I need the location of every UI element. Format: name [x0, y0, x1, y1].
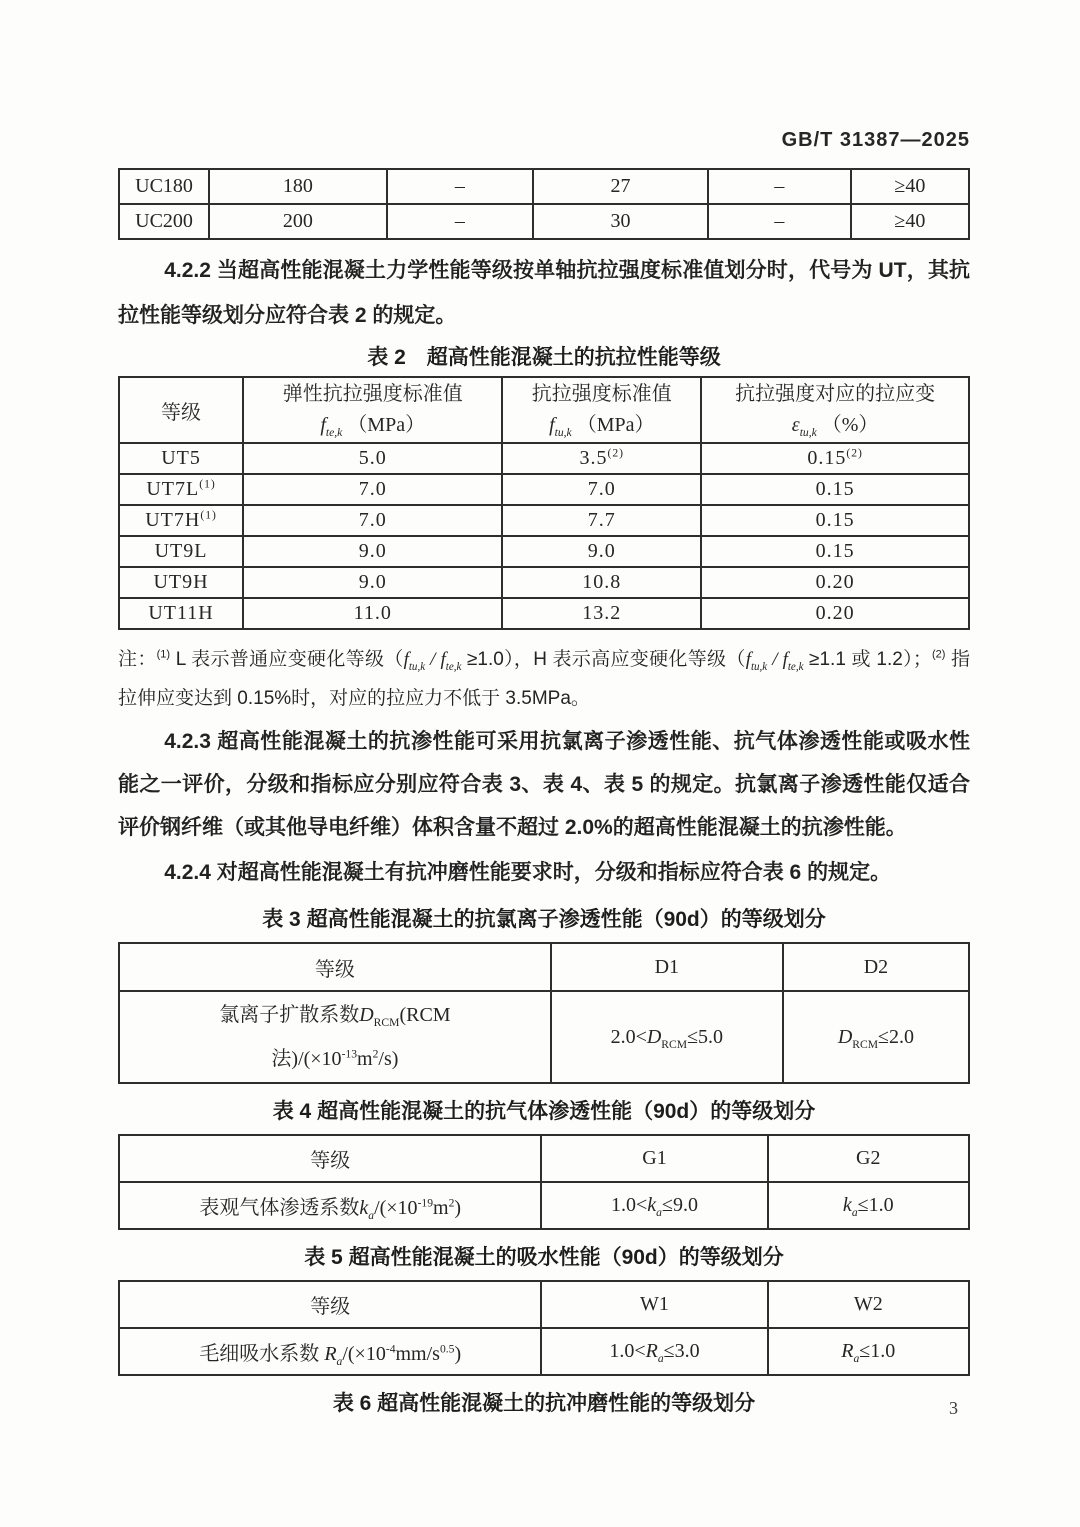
- table-cell: 13.2: [502, 598, 701, 629]
- table-header-cell: [502, 377, 701, 443]
- table-cell: 3.5$^{(2)}$: [502, 443, 701, 474]
- row-label-line-1: 氯离子扩散系数$D_{RCM}(RCM$: [219, 1004, 451, 1029]
- clause-4-2-3-text: 4.2.3 超高性能混凝土的抗渗性能可采用抗氯离子渗透性能、抗气体渗透性能或吸水性能之一评价，分级和指标应分别应符合表 3、表 4、表 5 的规定。抗氯离子渗透性能仅适合评价钢纤维（或其他导电纤维）体积含量不超过 2.0%的超高性能混凝土的抗渗性能。: [118, 730, 970, 839]
- header-line-2-formula: $f_{te,k}$ （MPa）: [320, 414, 426, 439]
- table-row: [119, 1328, 969, 1375]
- table-2: [118, 376, 970, 630]
- table-cell: $UT7L^{(1)}$: [119, 474, 243, 505]
- header-line-1: 弹性抗拉强度标准值: [282, 383, 463, 405]
- table-cell: 5.0: [243, 443, 502, 474]
- table-cell: UT9L: [119, 536, 243, 567]
- table-header-cell: 等级: [119, 377, 243, 443]
- table-5-title: 表 5 超高性能混凝土的吸水性能（90d）的等级划分: [304, 1246, 784, 1269]
- table-header-cell: D1: [551, 943, 783, 991]
- table-3: [118, 942, 970, 1084]
- table-cell: $R_a\le 1.0$: [768, 1328, 969, 1375]
- table-4-title: 表 4 超高性能混凝土的抗气体渗透性能（90d）的等级划分: [272, 1100, 816, 1123]
- table-cell: 7.0: [243, 505, 502, 536]
- table-4: [118, 1134, 970, 1230]
- header-line-2-formula: $\varepsilon_{tu,k}$ （%）: [791, 414, 879, 439]
- table-header-cell: [701, 377, 969, 443]
- table-cell: ≥40: [851, 204, 969, 239]
- header-line-1: 抗拉强度对应的拉应变: [735, 383, 936, 405]
- table-cell: 7.7: [502, 505, 701, 536]
- table-header-cell: 等级: [119, 943, 551, 991]
- doc-number: GB/T 31387—2025: [781, 129, 970, 151]
- table-cell: 7.0: [243, 474, 502, 505]
- table-row: [119, 567, 969, 598]
- table-row: [119, 536, 969, 567]
- table-cell: 9.0: [243, 536, 502, 567]
- table-cell: UT11H: [119, 598, 243, 629]
- table-2-title: 表 2 超高性能混凝土的抗拉性能等级: [367, 346, 721, 369]
- table-cell: 27: [533, 169, 708, 204]
- table-1-continuation: [118, 168, 970, 240]
- table-header-cell: W1: [541, 1281, 767, 1328]
- table-6-title: 表 6 超高性能混凝土的抗冲磨性能的等级划分: [332, 1392, 756, 1415]
- table-cell: UC180: [119, 169, 209, 204]
- table-header-cell: 等级: [119, 1281, 541, 1328]
- table-row: [119, 598, 969, 629]
- table-header-cell: 等级: [119, 1135, 541, 1182]
- page-content: [118, 0, 970, 1418]
- table-5: [118, 1280, 970, 1376]
- table-cell: 9.0: [502, 536, 701, 567]
- table-header-cell: D2: [783, 943, 969, 991]
- header-line-2-formula: $f_{tu,k}$ （MPa）: [549, 414, 655, 439]
- clause-4-2-2-text: 4.2.2 当超高性能混凝土力学性能等级按单轴抗拉强度标准值划分时，代号为 UT，其抗拉性能等级划分应符合表 2 的规定。: [118, 259, 970, 327]
- table-row: [119, 474, 969, 505]
- table-cell: $1.0<R_a\le 3.0$: [541, 1328, 767, 1375]
- table-cell: $D_{RCM}\le 2.0$: [783, 991, 969, 1083]
- table-row: [119, 204, 969, 239]
- table-header-cell: G1: [541, 1135, 767, 1182]
- table-header-row: [119, 377, 969, 443]
- table-row: [119, 991, 969, 1083]
- table-cell: UT5: [119, 443, 243, 474]
- table-header-cell: G2: [768, 1135, 969, 1182]
- header-line-1: 抗拉强度标准值: [531, 383, 672, 405]
- table-cell: 毛细吸水系数 $R_a/(\times 10^{-4}mm/s^{0.5})$: [119, 1328, 541, 1375]
- table-cell: 0.15: [701, 474, 969, 505]
- table-header-cell: W2: [768, 1281, 969, 1328]
- table-cell: 0.20: [701, 598, 969, 629]
- table-cell: $2.0<D_{RCM}\le 5.0$: [551, 991, 783, 1083]
- table-cell: –: [708, 169, 851, 204]
- table-cell: 30: [533, 204, 708, 239]
- table-cell: $UT7H^{(1)}$: [119, 505, 243, 536]
- table-row: [119, 1182, 969, 1229]
- table-cell: ≥40: [851, 169, 969, 204]
- table-row: [119, 443, 969, 474]
- table-cell: 180: [209, 169, 387, 204]
- table-cell: 0.15$^{(2)}$: [701, 443, 969, 474]
- table-cell: 0.15: [701, 536, 969, 567]
- table-cell: UC200: [119, 204, 209, 239]
- table-cell: 7.0: [502, 474, 701, 505]
- table-header-cell: [243, 377, 502, 443]
- table-cell: 0.15: [701, 505, 969, 536]
- table-header-row: [119, 943, 969, 991]
- table-cell: –: [387, 169, 533, 204]
- table-3-title: 表 3 超高性能混凝土的抗氯离子渗透性能（90d）的等级划分: [262, 908, 826, 931]
- table-cell: –: [708, 204, 851, 239]
- table-2-note: 注：$^{(1)}$ L 表示普通应变硬化等级$(f_{tu,k} / f_{te,k} \ge 1.0)$，H 表示高应变硬化等级（$f_{tu,k} / f_{te,k} \ge 1.1$ 或 1.2）；$^{(2)}$ 指拉伸应变达到 0.15%时，对应的拉应力不低于 3.5MPa。: [118, 648, 970, 709]
- table-cell: [119, 991, 551, 1083]
- table-cell: 200: [209, 204, 387, 239]
- clause-4-2-4-text: 4.2.4 对超高性能混凝土有抗冲磨性能要求时，分级和指标应符合表 6 的规定。: [164, 861, 892, 884]
- table-header-row: [119, 1281, 969, 1328]
- table-cell: –: [387, 204, 533, 239]
- table-row: [119, 505, 969, 536]
- table-cell: 0.20: [701, 567, 969, 598]
- table-cell: 10.8: [502, 567, 701, 598]
- table-cell: $1.0<k_a\le 9.0$: [541, 1182, 767, 1229]
- table-cell: $k_a\le 1.0$: [768, 1182, 969, 1229]
- table-row: [119, 169, 969, 204]
- table-header-row: [119, 1135, 969, 1182]
- page-number: 3: [949, 1398, 958, 1418]
- table-cell: 9.0: [243, 567, 502, 598]
- table-cell: 表观气体渗透系数$k_a/(\times 10^{-19}m^2)$: [119, 1182, 541, 1229]
- table-cell: UT9H: [119, 567, 243, 598]
- row-label-line-2: 法)$/(\times 10^{-13}m^2/s)$: [271, 1047, 399, 1070]
- table-cell: 11.0: [243, 598, 502, 629]
